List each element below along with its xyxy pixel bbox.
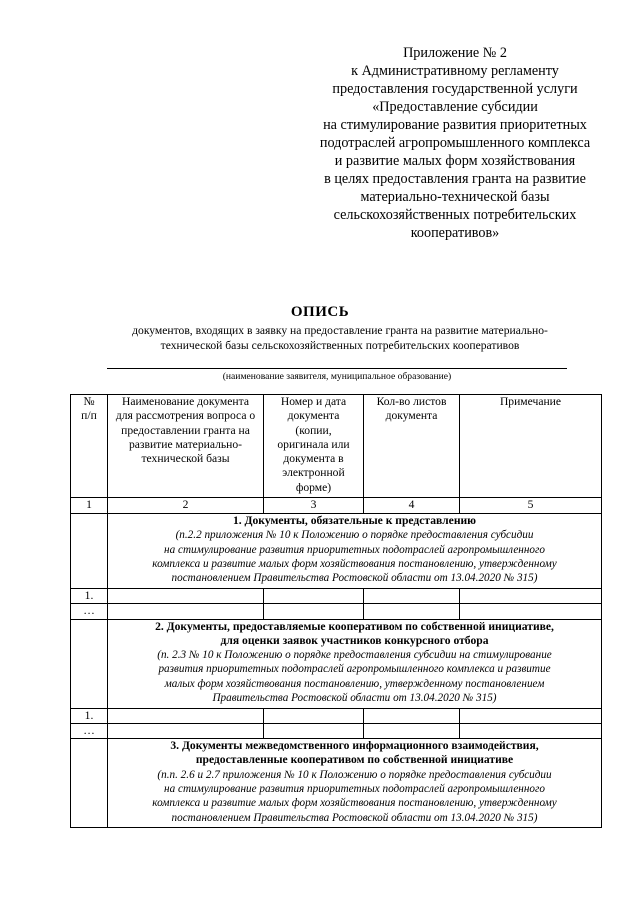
section-3-note-line: (п.п. 2.6 и 2.7 приложения № 10 к Положению о порядке предоставления субсидии bbox=[157, 768, 552, 781]
header-document-name: Наименование документа для рассмотрения вопроса о предоставлении гранта на развитие материально- технической базы bbox=[108, 395, 264, 498]
header-number: № п/п bbox=[71, 395, 108, 498]
appendix-line: кооперативов» bbox=[410, 225, 500, 241]
appendix-header bbox=[300, 44, 610, 242]
appendix-line: на стимулирование развития приоритетных bbox=[323, 117, 587, 133]
section-3-heading bbox=[108, 739, 602, 828]
column-number: 3 bbox=[264, 498, 364, 514]
table-cell bbox=[264, 708, 364, 723]
inventory-table bbox=[70, 394, 602, 828]
appendix-line: предоставления государственной услуги bbox=[332, 81, 578, 97]
section-1-empty-cell bbox=[71, 514, 108, 589]
table-cell bbox=[460, 589, 602, 604]
table-cell bbox=[460, 708, 602, 723]
table-cell bbox=[364, 708, 460, 723]
section-3-note-line: постановлением Правительства Ростовской области от 13.04.2020 № 315) bbox=[171, 811, 538, 824]
appendix-line: Приложение № 2 bbox=[403, 45, 507, 61]
applicant-caption: (наименование заявителя, муниципальное образование) bbox=[222, 371, 452, 382]
table-row bbox=[71, 723, 602, 738]
section-1-heading bbox=[108, 514, 602, 589]
row-number: … bbox=[71, 723, 108, 738]
table-cell bbox=[108, 708, 264, 723]
header-document-number-date: Номер и дата документа (копии, оригинала или документа в электронной форме) bbox=[264, 395, 364, 498]
section-2-row bbox=[71, 619, 602, 708]
section-2-note-line: Правительства Ростовской области от 13.04.2020 № 315) bbox=[212, 692, 497, 705]
appendix-line: «Предоставление субсидии bbox=[372, 99, 538, 115]
table-cell bbox=[460, 604, 602, 619]
section-3-title: предоставленные кооперативом по собственной инициативе bbox=[195, 753, 514, 767]
section-1-note-line: комплекса и развитие малых форм хозяйствования постановлению, утвержденному bbox=[152, 557, 557, 570]
section-2-note-line: (п. 2.3 № 10 к Положению о порядке предоставления субсидии на стимулирование bbox=[157, 649, 552, 662]
appendix-line: сельскохозяйственных потребительских bbox=[333, 207, 577, 223]
subtitle-line: технической базы сельскохозяйственных потребительских кооперативов bbox=[160, 339, 520, 352]
document-subtitle bbox=[80, 323, 600, 353]
section-2-heading bbox=[108, 619, 602, 708]
header-sheet-count: Кол-во листов документа bbox=[364, 395, 460, 498]
section-1-row bbox=[71, 514, 602, 589]
table-cell bbox=[364, 723, 460, 738]
column-number: 5 bbox=[460, 498, 602, 514]
table-cell bbox=[264, 589, 364, 604]
table-row bbox=[71, 589, 602, 604]
document-title: ОПИСЬ bbox=[290, 304, 350, 320]
section-1-title: 1. Документы, обязательные к представлению bbox=[232, 514, 477, 527]
section-3-row bbox=[71, 739, 602, 828]
table-cell bbox=[108, 589, 264, 604]
section-2-title: для оценки заявок участников конкурсного отбора bbox=[220, 633, 489, 647]
table-column-numbers-row bbox=[71, 498, 602, 514]
appendix-line: материально-технической базы bbox=[360, 189, 550, 205]
section-2-note-line: малых форм хозяйствования постановлению, утвержденному постановлением bbox=[164, 677, 545, 690]
section-1-note-line: (п.2.2 приложения № 10 к Положению о порядке предоставления субсидии bbox=[175, 529, 534, 542]
section-3-title: 3. Документы межведомственного информационного взаимодействия, bbox=[170, 739, 539, 753]
row-number: 1. bbox=[71, 589, 108, 604]
section-2-title: 2. Документы, предоставляемые кооперативом по собственной инициативе, bbox=[155, 619, 554, 633]
table-row bbox=[71, 604, 602, 619]
appendix-line: в целях предоставления гранта на развитие bbox=[324, 171, 586, 187]
section-3-note-line: комплекса и развитие малых форм хозяйствования постановлению, утвержденному bbox=[152, 797, 557, 810]
section-2-note-line: развития приоритетных подотраслей агропромышленного комплекса и развитие bbox=[158, 663, 551, 676]
applicant-underline bbox=[107, 368, 567, 369]
section-1-note-line: на стимулирование развития приоритетных подотраслей агропромышленного bbox=[164, 543, 545, 556]
section-2-empty-cell bbox=[71, 619, 108, 708]
appendix-line: и развитие малых форм хозяйствования bbox=[334, 153, 576, 169]
header-note: Примечание bbox=[460, 395, 602, 498]
row-number: 1. bbox=[71, 708, 108, 723]
table-cell bbox=[460, 723, 602, 738]
table-header-row bbox=[71, 395, 602, 498]
section-3-note-line: на стимулирование развития приоритетных подотраслей агропромышленного bbox=[164, 783, 545, 796]
table-cell bbox=[108, 604, 264, 619]
appendix-line: к Административному регламенту bbox=[351, 63, 559, 79]
section-3-empty-cell bbox=[71, 739, 108, 828]
table-cell bbox=[264, 604, 364, 619]
subtitle-line: документов, входящих в заявку на предоставление гранта на развитие материально- bbox=[132, 324, 548, 337]
section-1-note-line: постановлением Правительства Ростовской области от 13.04.2020 № 315) bbox=[171, 572, 538, 585]
table-cell bbox=[264, 723, 364, 738]
appendix-line: подотраслей агропромышленного комплекса bbox=[319, 135, 591, 151]
table-cell bbox=[364, 604, 460, 619]
table-cell bbox=[108, 723, 264, 738]
column-number: 1 bbox=[71, 498, 108, 514]
row-number: … bbox=[71, 604, 108, 619]
column-number: 4 bbox=[364, 498, 460, 514]
table-row bbox=[71, 708, 602, 723]
column-number: 2 bbox=[108, 498, 264, 514]
table-cell bbox=[364, 589, 460, 604]
